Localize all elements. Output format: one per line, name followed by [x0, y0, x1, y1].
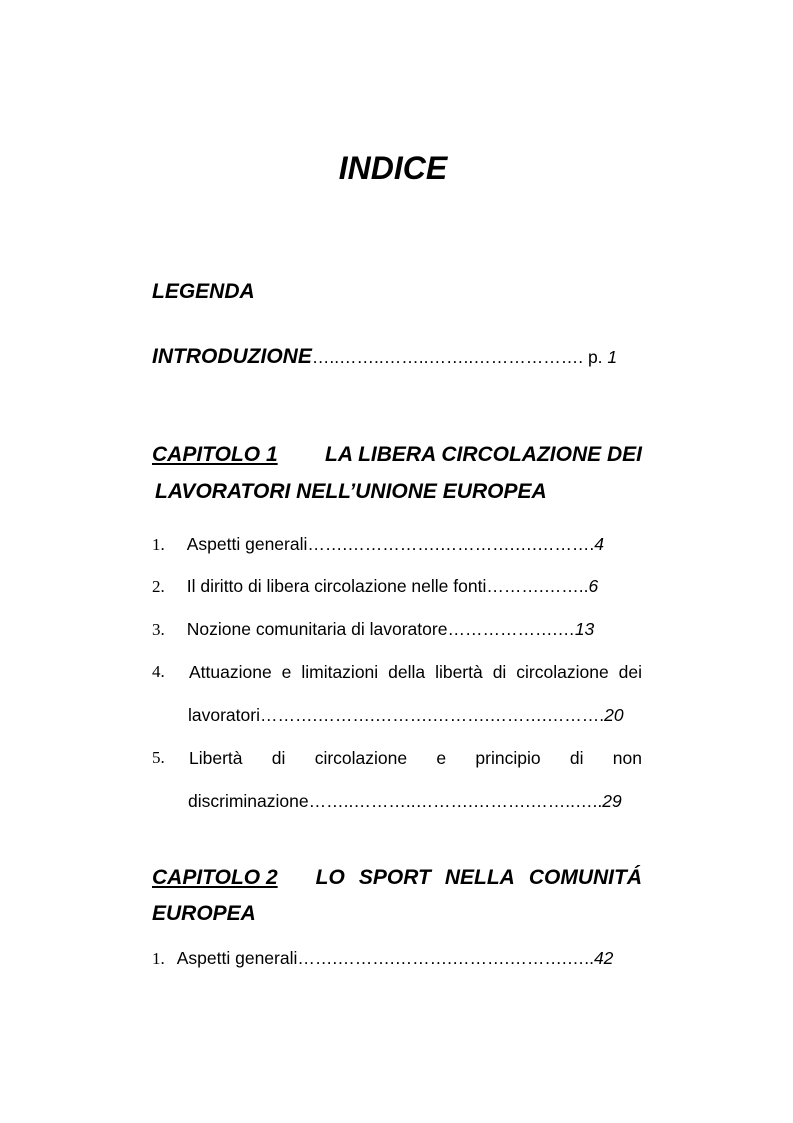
entry-number-1-4: [152, 662, 165, 682]
entry-page: 13: [574, 619, 595, 639]
entry-dots: …….…………….………….….……….: [307, 534, 595, 554]
entry-text: Nozione comunitaria di lavoratore: [186, 619, 448, 639]
entry-word: libertà: [435, 662, 483, 682]
introduzione-dots: …..……..……..……..………………. p.: [311, 347, 608, 367]
entry-word: circolazione: [516, 662, 609, 682]
entry-word: di: [271, 748, 286, 768]
entry-word: di: [492, 662, 507, 682]
entry-page: 4: [594, 534, 604, 554]
entry-page: 29: [602, 791, 622, 811]
entry-word: dei: [618, 662, 642, 682]
entry-number: 4.: [152, 662, 165, 681]
entry-page: 6: [588, 576, 599, 596]
chapter1-heading: [152, 443, 642, 467]
chapter2-label: CAPITOLO 2: [152, 866, 278, 889]
legenda-heading: LEGENDA: [152, 280, 255, 303]
entry-page: 20: [604, 705, 624, 725]
entry-text: discriminazione: [188, 791, 309, 811]
page-title: INDICE: [338, 150, 448, 186]
toc-entry-1-5-line1: [189, 748, 642, 769]
entry-text: Aspetti generali: [176, 948, 298, 968]
chapter2-title-word: NELLA: [444, 866, 515, 889]
entry-word: Libertà: [189, 748, 243, 768]
entry-dots: ……………….…: [447, 619, 575, 639]
entry-word: principio: [475, 748, 541, 768]
chapter2-title-word: COMUNITÁ: [528, 866, 642, 889]
toc-entry-1-1: [152, 534, 604, 555]
chapter1-title-line2: LAVORATORI NELL’UNIONE EUROPEA: [155, 480, 547, 503]
introduzione-label: INTRODUZIONE: [152, 345, 312, 368]
entry-text: Aspetti generali: [186, 534, 308, 554]
chapter2-heading: [152, 866, 642, 890]
toc-entry-1-3: [152, 619, 594, 640]
entry-word: Attuazione: [189, 662, 272, 682]
chapter2-title-line2: EUROPEA: [152, 902, 256, 925]
entry-dots: ……….……….……….……….……….……….: [259, 705, 605, 725]
entry-word: non: [612, 748, 642, 768]
entry-dots: ……..………..……….……….……..…..: [308, 791, 603, 811]
entry-number: 3.: [152, 620, 165, 639]
entry-dots: ……….……..: [486, 576, 589, 596]
chapter1-title-line1: LA LIBERA CIRCOLAZIONE DEI: [325, 443, 642, 466]
entry-word: e: [436, 748, 447, 768]
entry-page: 42: [593, 948, 614, 968]
entry-word: della: [388, 662, 426, 682]
entry-dots: …….……….……….……….……….…..: [297, 948, 594, 968]
entry-number: 5.: [152, 748, 165, 767]
introduzione-entry: [152, 345, 617, 369]
chapter2-title-word: LO: [315, 866, 345, 889]
entry-number: 2.: [152, 577, 165, 596]
toc-entry-1-5-line2: [188, 791, 622, 812]
toc-entry-1-4-line2: [188, 705, 624, 726]
entry-word: limitazioni: [301, 662, 379, 682]
toc-entry-1-2: [152, 576, 598, 597]
entry-word: di: [569, 748, 584, 768]
entry-text: Il diritto di libera circolazione nelle fonti: [186, 576, 487, 596]
entry-text: lavoratori: [188, 705, 260, 725]
entry-number: 1.: [152, 949, 165, 968]
toc-entry-1-4-line1: [189, 662, 642, 683]
chapter1-label: CAPITOLO 1: [152, 443, 278, 466]
introduzione-page: 1: [607, 347, 618, 367]
toc-entry-2-1: [152, 948, 613, 969]
entry-word: e: [281, 662, 292, 682]
entry-number: 1.: [152, 535, 165, 554]
entry-number-1-5: [152, 748, 165, 768]
entry-word: circolazione: [314, 748, 408, 768]
chapter2-title-word: SPORT: [358, 866, 431, 889]
